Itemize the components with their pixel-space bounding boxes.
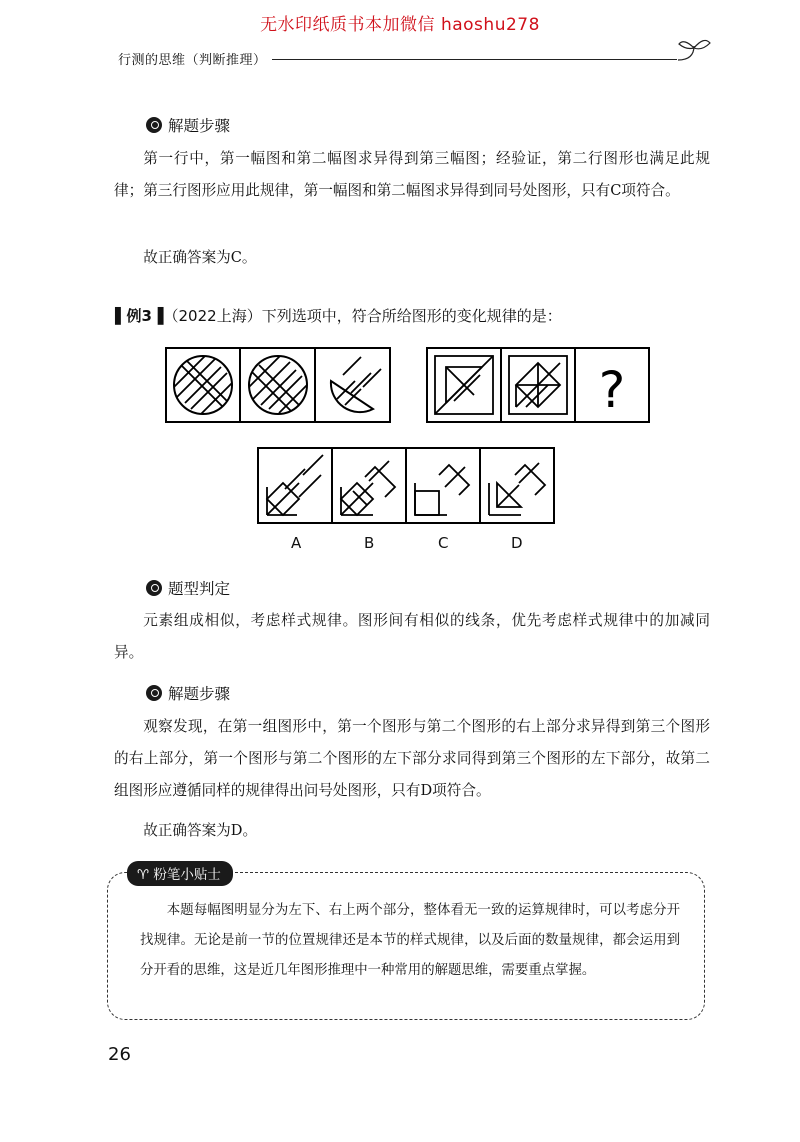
page-number: 26 xyxy=(108,1044,131,1065)
option-a-figure[interactable] xyxy=(267,455,323,515)
figure-2-1 xyxy=(435,356,493,414)
figure-2-2 xyxy=(509,356,567,414)
answer-line-1: 故正确答案为C。 xyxy=(143,249,257,266)
sprout-icon: ♈ xyxy=(137,867,154,883)
question-mark-cell xyxy=(599,361,626,419)
question-type-icon xyxy=(146,580,162,596)
option-d-figure[interactable] xyxy=(489,463,545,515)
running-head: 行测的思维（判断推理） xyxy=(118,53,267,68)
option-label-a[interactable]: A xyxy=(291,534,302,552)
figure-1-1 xyxy=(174,356,232,414)
solution-steps-icon xyxy=(146,685,162,701)
solution-paragraph-2: 观察发现，在第一组图形中，第一个图形与第二个图形的右上部分求异得到第三个图形的右上部分，第一个图形与第二个图形的左下部分求同得到第三个图形的左下部分，故第二组图形应遵循同样的规律得出问号处图形，只有D项符合。 xyxy=(114,718,710,799)
section-heading-solution-1 xyxy=(146,114,230,136)
option-label-c[interactable]: C xyxy=(438,534,449,552)
option-c-figure[interactable] xyxy=(415,465,469,515)
watermark: 无水印纸质书本加微信 haoshu278 xyxy=(260,15,540,35)
option-label-d[interactable]: D xyxy=(511,534,523,552)
section-heading-solution-2 xyxy=(146,682,230,704)
figure-1-3 xyxy=(331,357,381,412)
section-heading-text: 解题步骤 xyxy=(168,685,231,703)
example-question-text: 下列选项中，符合所给图形的变化规律的是： xyxy=(261,307,562,325)
solution-steps-icon xyxy=(146,117,162,133)
header-rule xyxy=(272,59,677,60)
option-label-b[interactable]: B xyxy=(364,534,375,552)
tip-title-text: 粉笔小贴士 xyxy=(153,867,221,883)
question-mark: ? xyxy=(598,361,626,419)
section-heading-type xyxy=(146,577,230,599)
tip-title xyxy=(127,861,233,886)
figure-1-2 xyxy=(249,356,307,414)
options-strip xyxy=(257,447,555,524)
section-heading-text: 解题步骤 xyxy=(168,117,231,135)
section-heading-text: 题型判定 xyxy=(168,580,231,598)
example-question xyxy=(115,305,562,326)
sprout-icon xyxy=(676,36,712,64)
solution-paragraph-1: 第一行中，第一幅图和第二幅图求异得到第三幅图；经验证，第二行图形也满足此规律；第三行图形应用此规律，第一幅图和第二幅图求异得到同号处图形，只有C项符合。 xyxy=(114,150,710,199)
type-paragraph: 元素组成相似，考虑样式规律。图形间有相似的线条，优先考虑样式规律中的加减同异。 xyxy=(114,612,710,661)
answer-line-2: 故正确答案为D。 xyxy=(143,822,258,839)
question-group-2 xyxy=(426,347,650,423)
example-tag: ▌例3▐ xyxy=(115,307,164,325)
tip-text: 本题每幅图明显分为左下、右上两个部分，整体看无一致的运算规律时，可以考虑分开找规律。无论是前一节的位置规律还是本节的样式规律，以及后面的数量规律，都会运用到分开看的思维，这是近几年图形推理中一种常用的解题思维，需要重点掌握。 xyxy=(140,903,680,978)
question-group-1 xyxy=(165,347,391,423)
option-b-figure[interactable] xyxy=(341,461,395,515)
example-source: （2022上海） xyxy=(163,307,262,325)
